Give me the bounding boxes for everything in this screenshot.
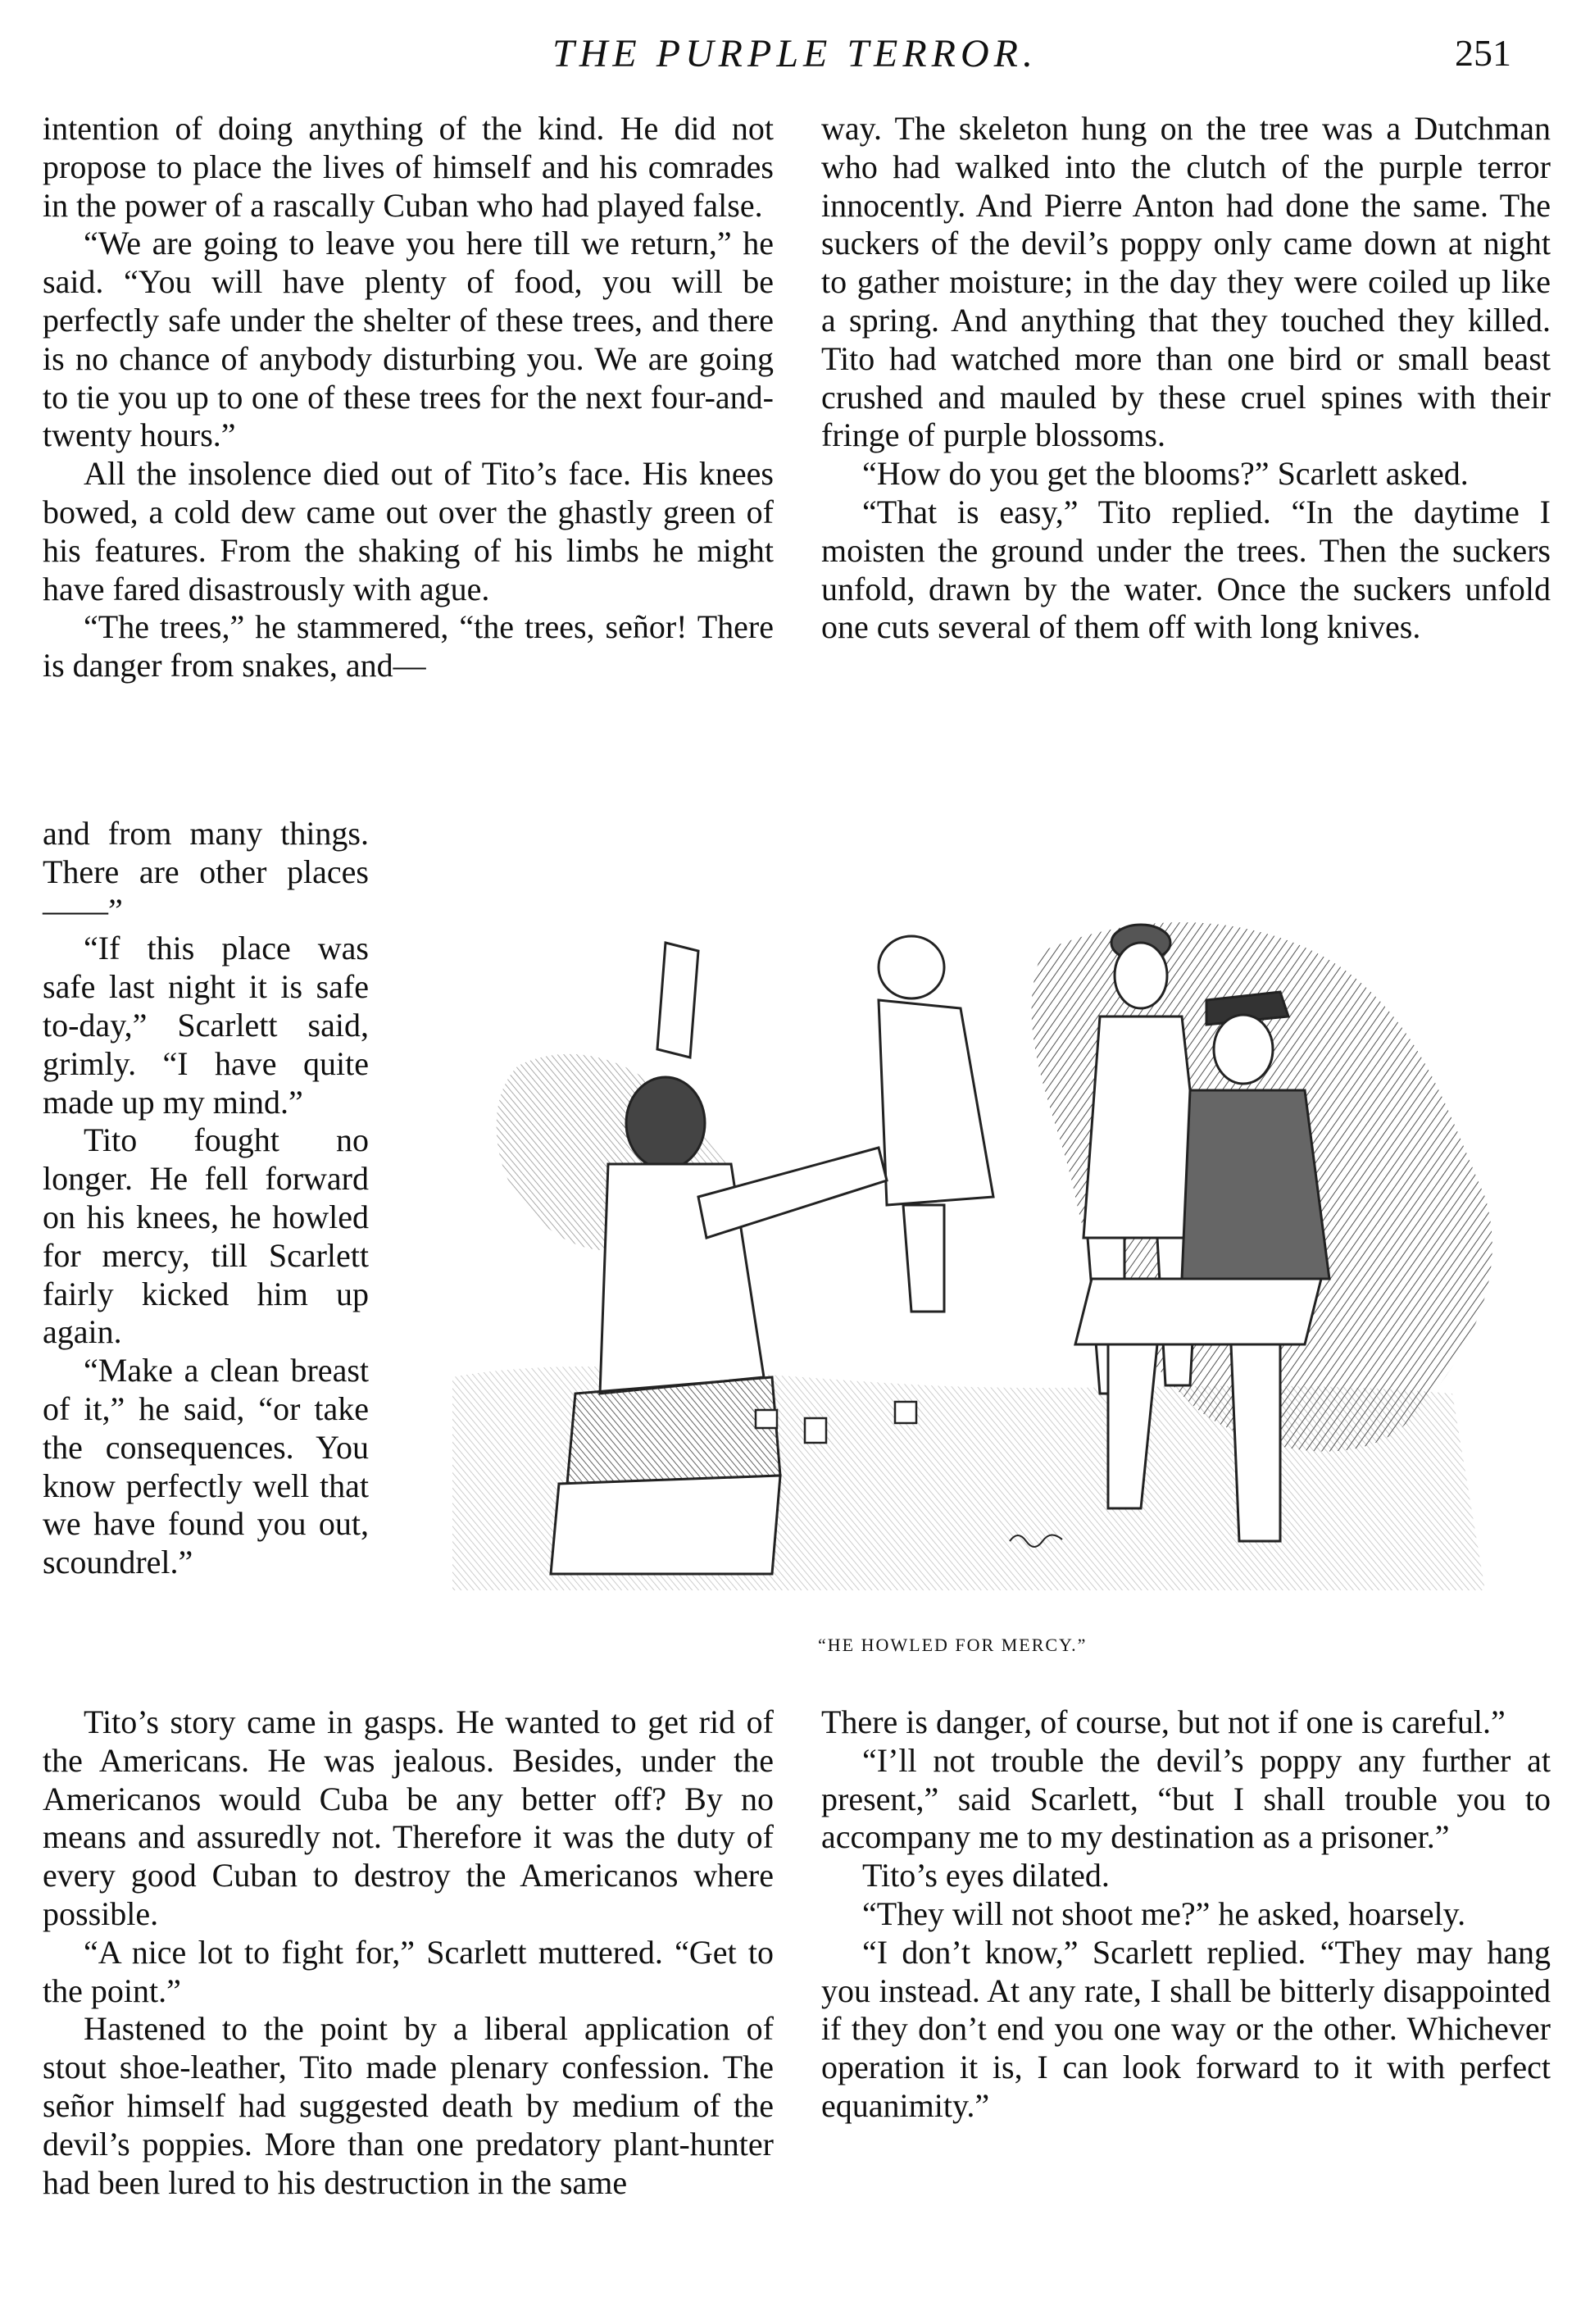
right-column-top	[821, 110, 1551, 647]
paragraph: “That is easy,” Tito replied. “In the daytime I moisten the ground under the trees. Then the suckers unfold, drawn by the water. Once the suckers unfold one cuts several of them off with long knives.	[821, 493, 1551, 646]
paragraph: All the insolence died out of Tito’s face. His knees bowed, a cold dew came out over the ghastly green of his features. From the shaking of his limbs he might have fared disastrously with ague.	[43, 455, 774, 607]
left-column-top	[43, 110, 774, 685]
paragraph: intention of doing anything of the kind. He did not propose to place the lives of himself and his comrades in the power of a rascally Cuban who had played false.	[43, 110, 774, 224]
left-column-narrow	[43, 815, 369, 1582]
paragraph: “The trees,” he stammered, “the trees, señor! There is danger from snakes, and—	[43, 608, 774, 684]
running-title: THE PURPLE TERROR.	[552, 32, 1038, 75]
right-column-bottom	[821, 1703, 1551, 2126]
paragraph: “If this place was safe last night it is safe to-day,” Scarlett said, grimly. “I have quite made up my mind.”	[43, 930, 369, 1121]
paragraph: There is danger, of course, but not if one is careful.”	[821, 1703, 1506, 1740]
illustration-caption: “HE HOWLED FOR MERCY.”	[818, 1635, 1088, 1655]
illustration	[420, 853, 1552, 1607]
paragraph: way. The skeleton hung on the tree was a Dutchman who had walked into the clutch of the purple terror innocently. And Pierre Anton had done the same. The suckers of the devil’s poppy only came down at night to gather moisture; in the day they were coiled up like a spring. And anything that they touched they killed. Tito had watched more than one bird or small beast crushed and mauled by these cruel spines with their fringe of purple blossoms.	[821, 110, 1551, 454]
paragraph: Hastened to the point by a liberal application of stout shoe-leather, Tito made plenary confession. The señor himself had suggested death by medium of the devil’s poppies. More than one predatory plant-hunter had been lured to his destruction in the same	[43, 2010, 774, 2201]
paragraph: “I don’t know,” Scarlett replied. “They may hang you instead. At any rate, I shall be bitterly disappointed if they don’t end you one way or the other. Whichever operation it is, I can look forward to it with perfect equanimity.”	[821, 1933, 1551, 2124]
page-number: 251	[1455, 32, 1511, 74]
paragraph: “Make a clean breast of it,” he said, “or take the consequences. You know perfectly well that we have found you out, scoundrel.”	[43, 1352, 369, 1581]
paragraph: “We are going to leave you here till we return,” he said. “You will have plenty of food, you will be perfectly safe under the shelter of these trees, and there is no chance of anybody disturbing you. We are going to tie you up to one of these trees for the next four-and-twenty hours.”	[43, 225, 774, 454]
paragraph: “I’ll not trouble the devil’s poppy any further at present,” said Scarlett, “but I shall trouble you to accompany me to my destination as a prisoner.”	[821, 1741, 1551, 1856]
paragraph: Tito’s eyes dilated.	[862, 1857, 1110, 1894]
paragraph: “A nice lot to fight for,” Scarlett muttered. “Get to the point.”	[43, 1933, 774, 2009]
paragraph: Tito fought no longer. He fell forward on his knees, he howled for mercy, till Scarlett fairly kicked him up again.	[43, 1121, 369, 1351]
paragraph: “They will not shoot me?” he asked, hoarsely.	[862, 1894, 1466, 1932]
paragraph: Tito’s story came in gasps. He wanted to get rid of the Americans. He was jealous. Besides, under the Americanos would Cuba be any better off? By no means and assuredly not. Therefore it was the duty of every good Cuban to destroy the Americanos where possible.	[43, 1703, 774, 1932]
paragraph: and from many things. There are other places——”	[43, 815, 369, 929]
paragraph: “How do you get the blooms?” Scarlett asked.	[862, 455, 1469, 493]
capped-man-figure	[879, 936, 993, 1312]
left-column-bottom	[43, 1703, 774, 2202]
page-header	[0, 31, 1590, 80]
